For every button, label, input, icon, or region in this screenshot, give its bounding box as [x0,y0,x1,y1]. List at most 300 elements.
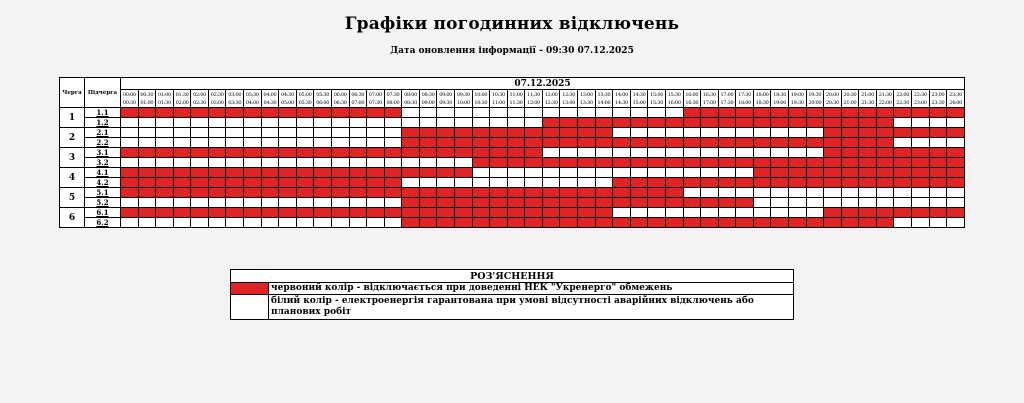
outage-cell [806,168,824,178]
power-cell [771,198,789,208]
time-slot-header: 16:30 17:00 [701,90,719,108]
time-slot-header: 09:00 09:30 [437,90,455,108]
subqueue-label: 6.2 [85,218,121,228]
outage-cell [454,198,472,208]
power-cell [173,158,191,168]
power-cell [191,218,209,228]
outage-cell [630,118,648,128]
power-cell [419,108,437,118]
outage-cell [648,138,666,148]
outage-cell [648,118,666,128]
power-cell [788,208,806,218]
power-cell [244,128,262,138]
power-cell [542,108,560,118]
power-cell [929,188,947,198]
outage-cell [173,188,191,198]
power-cell [595,178,613,188]
outage-cell [349,208,367,218]
outage-cell [437,188,455,198]
power-cell [384,138,402,148]
power-cell [261,158,279,168]
power-cell [138,128,156,138]
power-cell [296,158,314,168]
outage-cell [595,128,613,138]
outage-cell [314,148,332,158]
outage-cell [595,158,613,168]
power-cell [244,138,262,148]
legend-table [230,269,794,320]
outage-cell [630,188,648,198]
queue-number: 2 [60,128,85,148]
power-cell [788,128,806,138]
power-cell [437,118,455,128]
power-cell [331,198,349,208]
power-cell [261,138,279,148]
power-cell [121,198,139,208]
outage-cell [472,198,490,208]
power-cell [806,198,824,208]
power-cell [121,138,139,148]
power-cell [718,168,736,178]
outage-cell [419,218,437,228]
subqueue-label: 5.1 [85,188,121,198]
power-cell [736,168,754,178]
outage-cell [437,208,455,218]
power-cell [279,138,297,148]
schedule-row [60,108,965,118]
power-cell [349,198,367,208]
power-cell [454,118,472,128]
outage-cell [349,188,367,198]
power-cell [912,118,930,128]
power-cell [437,178,455,188]
power-cell [138,158,156,168]
power-cell [279,198,297,208]
outage-cell [191,148,209,158]
power-cell [261,198,279,208]
power-cell [314,158,332,168]
outage-cell [384,148,402,158]
outage-cell [507,218,525,228]
outage-cell [525,218,543,228]
outage-cell [806,158,824,168]
power-cell [859,188,877,198]
outage-cell [824,138,842,148]
power-cell [367,138,385,148]
power-cell [191,118,209,128]
outage-cell [859,128,877,138]
power-cell [525,108,543,118]
power-cell [226,118,244,128]
power-cell [507,168,525,178]
outage-cell [560,118,578,128]
outage-cell [736,138,754,148]
power-cell [876,188,894,198]
subqueue-label: 3.1 [85,148,121,158]
outage-cell [542,128,560,138]
power-cell [718,208,736,218]
outage-cell [718,218,736,228]
power-cell [121,158,139,168]
outage-cell [349,148,367,158]
power-cell [929,118,947,128]
outage-cell [701,118,719,128]
time-slot-header: 04:30 05:00 [279,90,297,108]
outage-cell [472,218,490,228]
outage-cell [947,178,965,188]
outage-cell [718,138,736,148]
schedule-row [60,148,965,158]
outage-cell [753,108,771,118]
outage-cell [771,158,789,168]
time-slot-header: 00:00 00:30 [121,90,139,108]
outage-cell [331,108,349,118]
schedule-row [60,128,965,138]
outage-cell [648,218,666,228]
power-cell [208,118,226,128]
outage-cell [788,158,806,168]
outage-cell [173,178,191,188]
power-cell [138,198,156,208]
outage-cell [542,158,560,168]
power-cell [701,208,719,218]
power-cell [314,118,332,128]
outage-cell [665,188,683,198]
outage-cell [454,208,472,218]
time-slot-header: 01:00 01:30 [156,90,174,108]
outage-cell [701,218,719,228]
outage-cell [490,148,508,158]
outage-cell [771,218,789,228]
outage-cell [788,108,806,118]
power-cell [208,138,226,148]
time-slot-header: 22:30 23:00 [912,90,930,108]
outage-cell [138,208,156,218]
queue-number: 1 [60,108,85,128]
power-cell [542,148,560,158]
outage-cell [261,148,279,158]
power-cell [296,218,314,228]
outage-cell [384,108,402,118]
outage-cell [806,178,824,188]
power-cell [156,218,174,228]
power-cell [349,118,367,128]
outage-cell [578,208,596,218]
schedule-row [60,218,965,228]
power-cell [367,118,385,128]
outage-cell [244,188,262,198]
outage-cell [613,138,631,148]
outage-cell [226,108,244,118]
power-cell [208,198,226,208]
outage-cell [630,178,648,188]
power-cell [226,198,244,208]
outage-cell [367,148,385,158]
outage-cell [121,168,139,178]
outage-cell [244,148,262,158]
outage-cell [261,178,279,188]
outage-cell [367,208,385,218]
time-slot-header: 22:00 22:30 [894,90,912,108]
outage-cell [419,128,437,138]
outage-cell [384,188,402,198]
outage-cell [753,168,771,178]
outage-cell [402,148,420,158]
outage-cell [929,148,947,158]
outage-cell [894,108,912,118]
power-cell [226,218,244,228]
power-cell [507,108,525,118]
time-slot-header: 14:30 15:00 [630,90,648,108]
outage-cell [841,118,859,128]
power-cell [121,218,139,228]
time-slot-header: 23:30 24:00 [947,90,965,108]
power-cell [314,138,332,148]
outage-cell [525,128,543,138]
power-cell [947,188,965,198]
power-cell [630,168,648,178]
outage-cell [525,158,543,168]
outage-cell [314,108,332,118]
outage-cell [331,188,349,198]
outage-cell [191,178,209,188]
outage-cell [824,158,842,168]
outage-cell [191,188,209,198]
outage-cell [894,158,912,168]
schedule-row [60,158,965,168]
outage-cell [753,218,771,228]
power-cell [156,198,174,208]
outage-cell [665,158,683,168]
time-slot-header: 20:00 20:30 [824,90,842,108]
outage-cell [454,188,472,198]
outage-cell [648,178,666,188]
power-cell [630,108,648,118]
outage-cell [648,198,666,208]
outage-cell [525,138,543,148]
power-cell [331,128,349,138]
outage-cell [261,208,279,218]
outage-cell [560,158,578,168]
legend-white-text: білий колір - електроенергія гарантована при умові відсутності аварійних відключень або планових робіт [269,295,794,320]
power-cell [367,128,385,138]
power-cell [472,108,490,118]
outage-cell [788,178,806,188]
outage-cell [261,168,279,178]
outage-cell [525,188,543,198]
power-cell [595,148,613,158]
outage-cell [841,168,859,178]
power-cell [665,148,683,158]
power-cell [947,218,965,228]
power-cell [683,148,701,158]
power-cell [753,208,771,218]
outage-cell [701,178,719,188]
power-cell [367,198,385,208]
power-cell [736,188,754,198]
outage-cell [296,148,314,158]
time-slot-header: 23:00 23:30 [929,90,947,108]
outage-cell [296,168,314,178]
outage-cell [208,168,226,178]
power-cell [771,148,789,158]
power-cell [648,128,666,138]
outage-cell [279,108,297,118]
power-cell [331,138,349,148]
time-slot-header: 11:30 12:00 [525,90,543,108]
outage-cell [542,188,560,198]
power-cell [771,188,789,198]
outage-cell [507,148,525,158]
outage-cell [771,168,789,178]
power-cell [279,118,297,128]
outage-cell [736,198,754,208]
outage-cell [507,158,525,168]
time-slot-header: 20:30 21:00 [841,90,859,108]
power-cell [384,128,402,138]
power-cell [525,178,543,188]
power-cell [701,148,719,158]
power-cell [138,218,156,228]
outage-cell [542,138,560,148]
queue-number: 4 [60,168,85,188]
power-cell [525,118,543,128]
outage-cell [173,148,191,158]
power-cell [173,218,191,228]
outage-cell [648,188,666,198]
power-cell [613,128,631,138]
outage-cell [876,178,894,188]
outage-cell [437,198,455,208]
outage-cell [683,138,701,148]
outage-cell [595,218,613,228]
subqueue-label: 3.2 [85,158,121,168]
outage-cell [384,178,402,188]
outage-cell [156,208,174,218]
outage-cell [753,118,771,128]
power-cell [173,138,191,148]
outage-cell [859,148,877,158]
time-slot-header: 08:00 08:30 [402,90,420,108]
outage-cell [138,108,156,118]
power-cell [507,178,525,188]
subqueue-column-header: Підчерга [85,78,121,108]
time-slot-header: 15:30 16:00 [665,90,683,108]
outage-cell [156,168,174,178]
outage-cell [173,108,191,118]
power-cell [244,198,262,208]
outage-cell [402,198,420,208]
time-slot-header: 03:00 03:30 [226,90,244,108]
outage-cell [824,178,842,188]
power-cell [244,118,262,128]
schedule-row [60,188,965,198]
power-cell [402,158,420,168]
power-cell [947,198,965,208]
outage-cell [665,218,683,228]
power-cell [191,198,209,208]
power-cell [718,188,736,198]
outage-cell [595,198,613,208]
time-slot-header: 07:30 08:00 [384,90,402,108]
outage-cell [507,138,525,148]
outage-cell [296,108,314,118]
time-slot-header: 17:00 17:30 [718,90,736,108]
power-cell [771,128,789,138]
outage-cell [683,118,701,128]
outage-cell [349,168,367,178]
outage-cell [859,118,877,128]
outage-cell [630,198,648,208]
power-cell [173,128,191,138]
power-cell [279,218,297,228]
outage-cell [613,218,631,228]
subqueue-label: 2.1 [85,128,121,138]
power-cell [490,178,508,188]
outage-cell [613,198,631,208]
power-cell [296,118,314,128]
power-cell [788,198,806,208]
outage-cell [665,138,683,148]
power-cell [296,128,314,138]
power-cell [753,128,771,138]
outage-cell [525,208,543,218]
outage-cell [490,208,508,218]
subqueue-label: 4.2 [85,178,121,188]
power-cell [419,178,437,188]
legend-header: РОЗ'ЯСНЕННЯ [231,270,794,283]
outage-cell [841,148,859,158]
outage-cell [947,108,965,118]
power-cell [384,158,402,168]
outage-cell [226,168,244,178]
outage-cell [419,148,437,158]
outage-cell [507,188,525,198]
outage-cell [876,208,894,218]
outage-cell [490,188,508,198]
outage-cell [472,158,490,168]
outage-cell [753,138,771,148]
time-slot-header: 08:30 09:00 [419,90,437,108]
outage-cell [701,198,719,208]
power-cell [806,188,824,198]
outage-cell [859,218,877,228]
power-cell [349,158,367,168]
outage-cell [314,188,332,198]
time-slot-header: 10:30 11:00 [490,90,508,108]
power-cell [929,198,947,208]
power-cell [824,198,842,208]
power-cell [542,168,560,178]
outage-cell [279,168,297,178]
outage-cell [244,168,262,178]
time-slot-header: 21:30 22:00 [876,90,894,108]
outage-cell [507,198,525,208]
outage-cell [876,168,894,178]
power-cell [331,158,349,168]
outage-cell [859,138,877,148]
outage-cell [824,168,842,178]
outage-cell [771,178,789,188]
outage-cell [507,208,525,218]
outage-cell [841,158,859,168]
power-cell [173,198,191,208]
outage-cell [683,198,701,208]
power-cell [314,218,332,228]
power-cell [788,188,806,198]
outage-cell [947,128,965,138]
outage-cell [912,108,930,118]
